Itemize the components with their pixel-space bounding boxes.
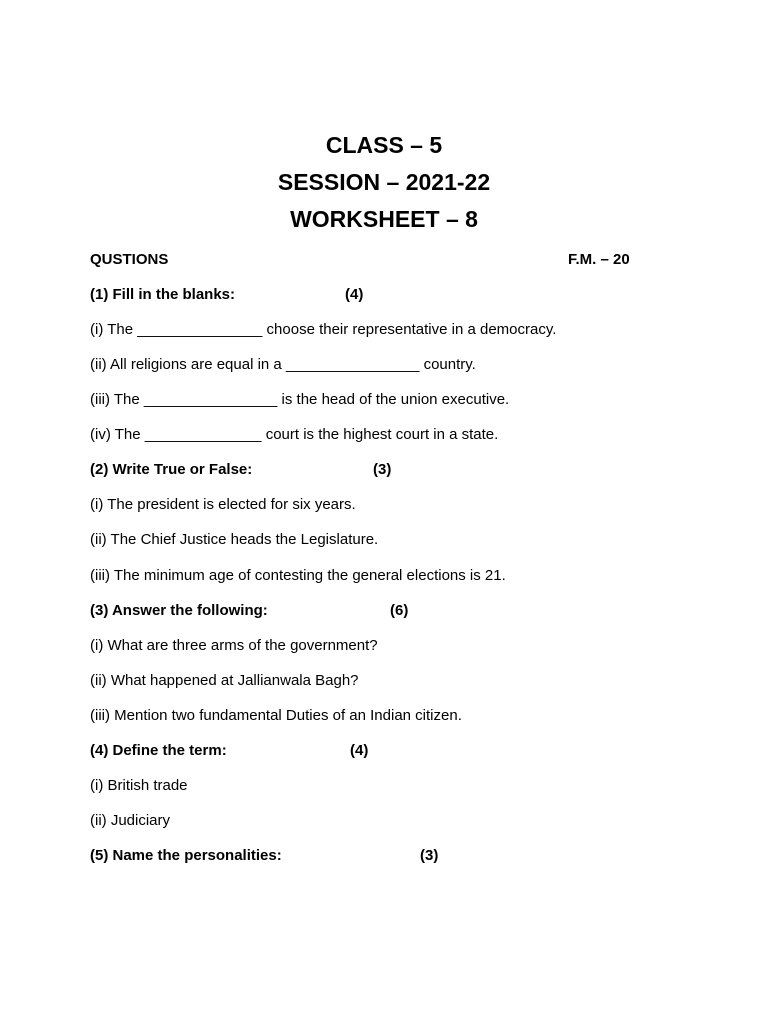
section-3-marks: (6) [390,602,409,619]
section-5-heading: (5) Name the personalities: [90,847,282,864]
question-item: (ii) What happened at Jallianwala Bagh? [90,672,359,689]
question-item: (ii) All religions are equal in a ________________ country. [90,356,476,373]
class-title: CLASS – 5 [325,132,443,158]
section-1-heading: (1) Fill in the blanks: [90,286,236,303]
question-item: (iii) The ________________ is the head of the union executive. [90,391,510,408]
question-item: (i) The _______________ choose their representative in a democracy. [90,321,557,338]
session-title: SESSION – 2021-22 [277,169,491,195]
question-item: (iii) The minimum age of contesting the general elections is 21. [90,567,506,584]
section-3-heading: (3) Answer the following: [90,602,268,619]
question-item: (iii) Mention two fundamental Duties of an Indian citizen. [90,707,462,724]
question-item: (i) What are three arms of the government? [90,637,378,654]
worksheet-title: WORKSHEET – 8 [290,206,478,232]
question-item: (i) The president is elected for six years. [90,496,356,513]
section-4-marks: (4) [350,742,369,759]
question-item: (ii) Judiciary [90,812,171,829]
section-4-heading: (4) Define the term: [90,742,227,759]
questions-label: QUSTIONS [90,251,169,268]
full-marks: F.M. – 20 [568,251,630,268]
section-5-marks: (3) [420,847,439,864]
section-2-heading: (2) Write True or False: [90,461,253,478]
question-item: (ii) The Chief Justice heads the Legislature. [90,531,379,548]
section-1-marks: (4) [345,286,364,303]
question-item: (i) British trade [90,777,188,794]
question-item: (iv) The ______________ court is the highest court in a state. [90,426,499,443]
section-2-marks: (3) [373,461,392,478]
